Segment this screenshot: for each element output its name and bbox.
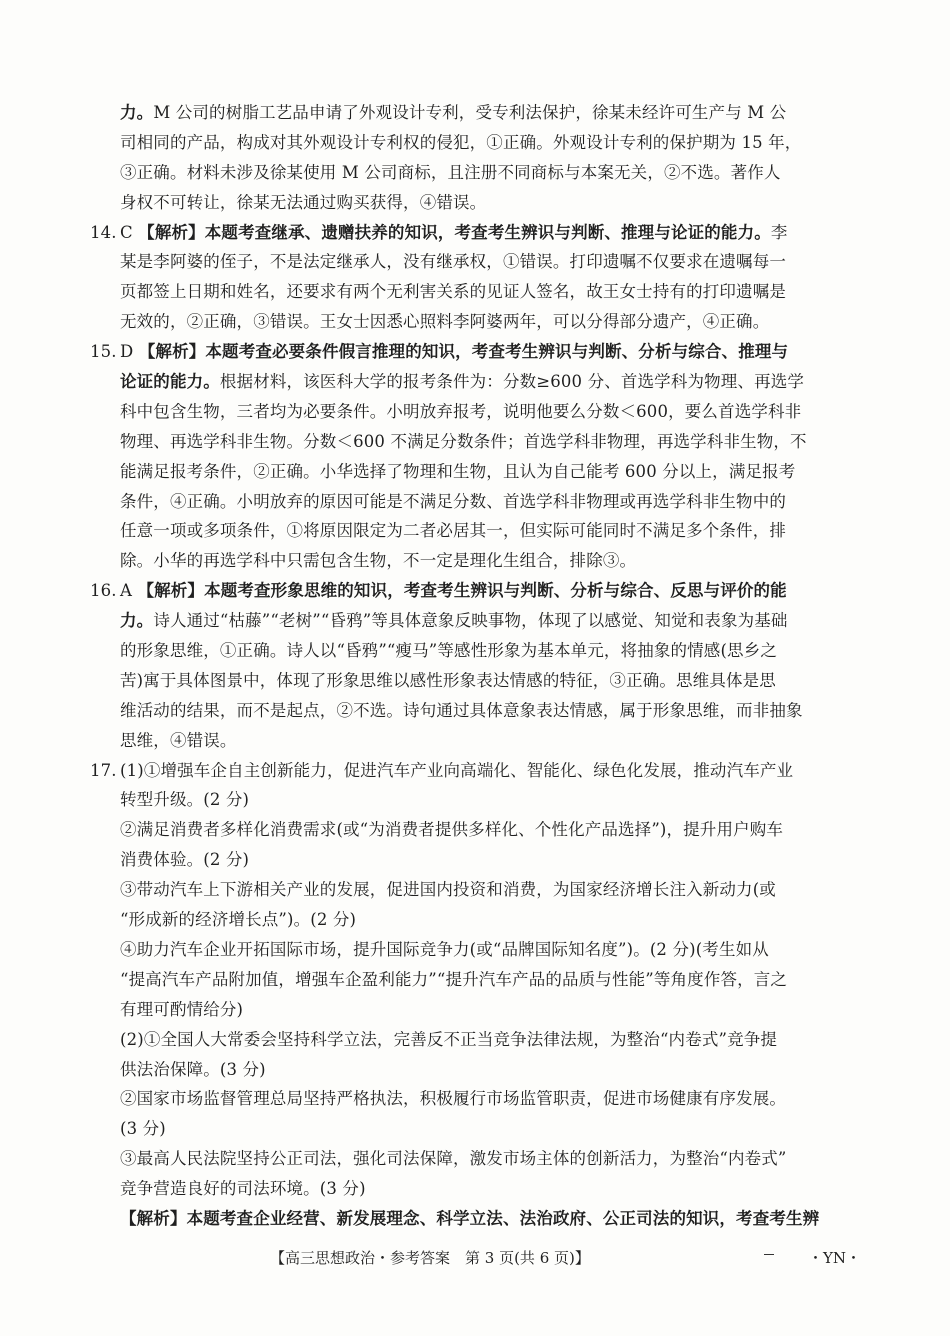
line-text: 力。M 公司的树脂工艺品申请了外观设计专利，受专利法保护，徐某未经许可生产与 M 公 [120,103,787,122]
line-text: “提高汽车产品附加值，增强车企盈利能力”“提升汽车产品的品质与性能”等角度作答，言之 [120,969,788,989]
question-number: 15. [90,342,117,362]
line-text: 力。诗人通过“枯藤”“老树”“昏鸦”等具体意象反映事物，体现了以感觉、知觉和表象为基础 [120,611,788,631]
line-text: 物理、再选学科非生物。分数＜600 不满足分数条件；首选学科非物理，再选学科非生物，不 [120,431,807,451]
line-text: 科中包含生物，三者均为必要条件。小明放弃报考，说明他要么分数＜600，要么首选学科非 [120,401,802,421]
text-line [120,995,860,1025]
text-line [90,218,860,248]
line-text: “形成新的经济增长点”)。(2 分) [120,910,357,930]
text-line [120,636,860,666]
text-line [120,965,860,995]
text-line [120,367,860,397]
text-line [120,98,860,128]
text-line [120,427,860,457]
line-text: 竞争营造良好的司法环境。(3 分) [120,1179,366,1199]
line-text: 转型升级。(2 分) [120,790,250,810]
text-line [120,935,860,965]
text-line [120,247,860,277]
text-line [120,905,860,935]
text-line [120,815,860,845]
line-text: ③带动汽车上下游相关产业的发展，促进国内投资和消费，为国家经济增长注入新动力(或 [120,880,776,900]
text-line [90,576,860,606]
text-line [120,875,860,905]
line-text: D 【解析】本题考查必要条件假言推理的知识，考查考生辨识与判断、分析与综合、推理与 [120,342,789,362]
text-line [120,307,860,337]
text-line [120,1084,860,1114]
text-line [120,1025,860,1055]
line-text: 无效的，②正确，③错误。王女士因悉心照料李阿婆两年，可以分得部分遗产，④正确。 [120,312,770,332]
text-line [120,457,860,487]
line-text: 【解析】本题考查企业经营、新发展理念、科学立法、法治政府、公正司法的知识，考查考生辨 [120,1208,820,1228]
line-text: 司相同的产品，构成对其外观设计专利权的侵犯，①正确。外观设计专利的保护期为 15 年， [120,132,802,152]
text-line [120,128,860,158]
footer-dash [764,1254,774,1255]
line-text: C 【解析】本题考查继承、遗赠扶养的知识，考查考生辨识与判断、推理与论证的能力。李 [120,222,788,242]
text-line [120,1204,860,1234]
text-line [120,277,860,307]
line-text: ②满足消费者多样化消费需求(或“为消费者提供多样化、个性化产品选择”)，提升用户购车 [120,820,784,840]
line-text: 有理可酌情给分) [120,999,244,1019]
line-text: 除。小华的再选学科中只需包含生物，不一定是理化生组合，排除③。 [120,551,637,571]
line-text: 能满足报考条件，②正确。小华选择了物理和生物，且认为自己能考 600 分以上，满足报考 [120,461,796,481]
line-text: ③正确。材料未涉及徐某使用 M 公司商标，且注册不同商标与本案无关，②不选。著作人 [120,162,781,182]
text-line [90,337,860,367]
text-line [120,1174,860,1204]
line-text: ②国家市场监督管理总局坚持严格执法，积极履行市场监管职责，促进市场健康有序发展。 [120,1089,786,1109]
footer-title: 【高三思想政治・参考答案 第 3 页(共 6 页)】 [270,1249,590,1267]
line-text: A 【解析】本题考查形象思维的知识，考查考生辨识与判断、分析与综合、反思与评价的能 [120,581,787,601]
text-line [120,397,860,427]
question-number: 17. [90,760,117,780]
text-line [120,696,860,726]
text-line [120,1114,860,1144]
line-text: 身权不可转让，徐某无法通过购买获得，④错误。 [120,192,487,212]
line-text: 某是李阿婆的侄子，不是法定继承人，没有继承权，①错误。打印遗嘱不仅要求在遗嘱每一 [120,252,786,272]
text-line [120,1055,860,1085]
line-text: 页都签上日期和姓名，还要求有两个无利害关系的见证人签名，故王女士持有的打印遗嘱是 [120,282,786,302]
text-line [120,546,860,576]
text-line [120,845,860,875]
text-line [120,516,860,546]
text-line [120,188,860,218]
text-line [120,666,860,696]
question-number: 14. [90,222,117,242]
text-line [120,726,860,756]
line-text: 任意一项或多项条件，①将原因限定为二者必居其一，但实际可能同时不满足多个条件，排 [120,521,786,541]
text-line [120,158,860,188]
page-footer [0,1246,950,1270]
line-text: 的形象思维，①正确。诗人以“昏鸦”“瘦马”等感性形象为基本单元，将抽象的情感(思乡之 [120,641,777,661]
text-line [120,785,860,815]
answer-text-body [90,98,860,1234]
line-text: 苦)寓于具体图景中，体现了形象思维以感性形象表达情感的特征，③正确。思维具体是思 [120,670,776,690]
question-number: 16. [90,581,117,601]
text-line [120,1144,860,1174]
line-text: 维活动的结果，而不是起点，②不选。诗句通过具体意象表达情感，属于形象思维，而非抽象 [120,700,803,720]
line-text: (1)①增强车企自主创新能力，促进汽车产业向高端化、智能化、绿色化发展，推动汽车产业 [120,760,794,780]
line-text: ④助力汽车企业开拓国际市场，提升国际竞争力(或“品牌国际知名度”)。(2 分)(考生如从 [120,939,769,959]
line-text: 论证的能力。根据材料，该医科大学的报考条件为：分数≥600 分、首选学科为物理、再选学 [120,372,805,392]
line-text: 消费体验。(2 分) [120,850,250,870]
line-text: 条件，④正确。小明放弃的原因可能是不满足分数、首选学科非物理或再选学科非生物中的 [120,491,786,511]
text-line [120,487,860,517]
text-line [120,606,860,636]
line-text: (3 分) [120,1119,166,1139]
line-text: 思维，④错误。 [120,730,237,750]
line-text: (2)①全国人大常委会坚持科学立法，完善反不正当竞争法律法规，为整治“内卷式”竞争提 [120,1029,778,1049]
line-text: 供法治保障。(3 分) [120,1059,266,1079]
line-text: ③最高人民法院坚持公正司法，强化司法保障，激发市场主体的创新活力，为整治“内卷式” [120,1149,787,1169]
footer-region-code: ・YN・ [808,1249,862,1267]
text-line [90,756,860,786]
